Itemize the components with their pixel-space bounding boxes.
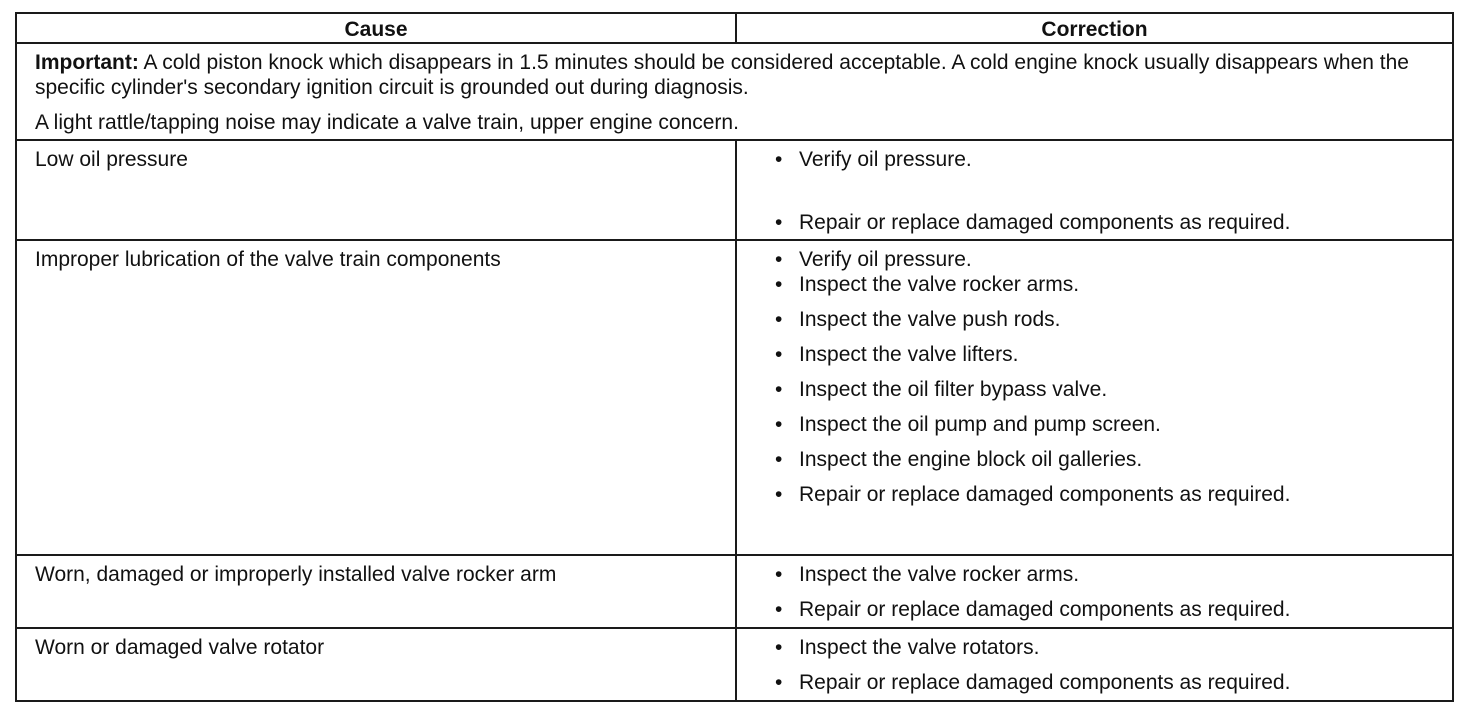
list-item: • Inspect the valve push rods. <box>775 308 1061 331</box>
cause-cell: Low oil pressure <box>16 140 736 240</box>
correction-cell <box>736 555 1453 628</box>
correction-cell <box>736 240 1453 555</box>
cause-cell: Worn, damaged or improperly installed valve rocker arm <box>16 555 736 628</box>
list-item: • Inspect the valve lifters. <box>775 343 1019 366</box>
list-item: • Verify oil pressure. <box>775 248 972 271</box>
bullet-icon: • <box>775 308 783 331</box>
table-row <box>16 628 1453 701</box>
bullet-icon: • <box>775 636 783 659</box>
note-text: A cold piston knock which disappears in 1.5 minutes should be considered acceptable. A cold engine knock usually disappears when the specific cylinder's secondary ignition circuit is grounded out during diagnosis. <box>35 51 1409 99</box>
important-note <box>16 43 1453 140</box>
note-paragraph <box>35 50 1434 100</box>
table-row <box>16 140 1453 240</box>
correction-header: Correction <box>736 13 1453 43</box>
list-item: • Inspect the valve rocker arms. <box>775 563 1080 586</box>
list-item: • Repair or replace damaged components as required. <box>775 598 1291 621</box>
correction-cell <box>736 140 1453 240</box>
list-item: • Verify oil pressure. <box>775 148 972 171</box>
header-row <box>16 13 1453 43</box>
cause-header: Cause <box>16 13 736 43</box>
correction-list <box>755 562 1434 622</box>
correction-list <box>755 635 1434 695</box>
bullet-icon: • <box>775 211 783 234</box>
list-item: • Inspect the oil filter bypass valve. <box>775 378 1108 401</box>
list-item: • Repair or replace damaged components as required. <box>775 671 1291 694</box>
cause-cell: Improper lubrication of the valve train components <box>16 240 736 555</box>
correction-list <box>755 247 1434 507</box>
diagnosis-table <box>15 12 1454 702</box>
bullet-icon: • <box>775 273 783 296</box>
bullet-icon: • <box>775 448 783 471</box>
bullet-icon: • <box>775 148 783 171</box>
list-item: • Repair or replace damaged components as required. <box>775 483 1291 506</box>
correction-cell <box>736 628 1453 701</box>
table-row <box>16 555 1453 628</box>
bullet-icon: • <box>775 483 783 506</box>
note-paragraph-2: A light rattle/tapping noise may indicate a valve train, upper engine concern. <box>35 111 739 134</box>
table-row <box>16 240 1453 555</box>
list-item: • Inspect the oil pump and pump screen. <box>775 413 1161 436</box>
correction-list <box>755 147 1434 235</box>
note-label: Important: <box>35 51 139 74</box>
list-item: • Inspect the engine block oil galleries. <box>775 448 1143 471</box>
bullet-icon: • <box>775 413 783 436</box>
bullet-icon: • <box>775 671 783 694</box>
bullet-icon: • <box>775 248 783 271</box>
bullet-icon: • <box>775 378 783 401</box>
list-item: • Inspect the valve rotators. <box>775 636 1040 659</box>
bullet-icon: • <box>775 598 783 621</box>
bullet-icon: • <box>775 563 783 586</box>
list-item: • Inspect the valve rocker arms. <box>775 273 1080 296</box>
note-row <box>16 43 1453 140</box>
cause-cell: Worn or damaged valve rotator <box>16 628 736 701</box>
bullet-icon: • <box>775 343 783 366</box>
list-item: • Repair or replace damaged components as required. <box>775 211 1291 234</box>
